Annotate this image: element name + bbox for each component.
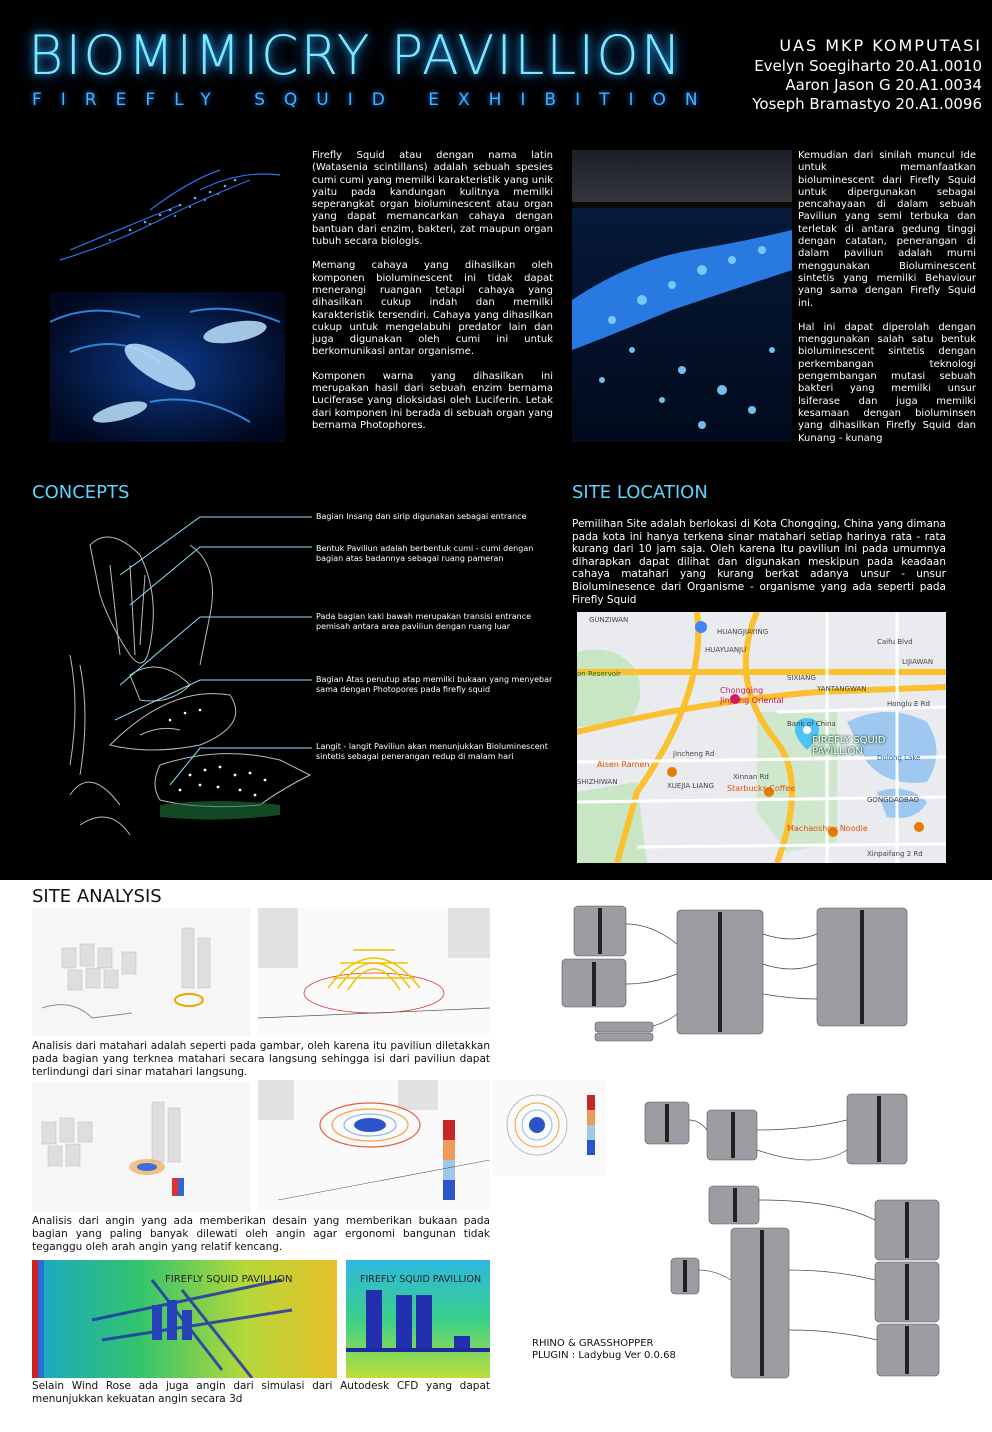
intro-paragraph-1: Firefly Squid atau dengan nama latin (Watasenia scintillans) adalah sebuah spesies cumi cumi yang memilki karakteristik yang unik yaitu pada kandungan kulitnya memilki seperangkat organ bioluminescent atau organ yang dapat memancarkan cahaya dengan bantuan dari enzim, bakteri, zat maupun organ tubuh secara biologis. — [312, 150, 553, 248]
intro-text-column — [312, 150, 553, 444]
map-label-xuejia: XUEJIA LIANG — [667, 782, 714, 790]
concept-leader-lines — [0, 505, 320, 845]
map-label-sixiang: SIXIANG — [787, 674, 816, 682]
map-label-gunziwan: GUNZIWAN — [589, 616, 629, 624]
grasshopper-definition-2 — [615, 1090, 975, 1380]
concept-note-3: Pada bagian kaki bawah merupakan transisi entrance pemisah antara area paviliun dengan ruang luar — [316, 612, 532, 631]
map-label-bank: Bank of China — [787, 720, 836, 728]
map-label-honglu: Honglu E Rd — [887, 700, 930, 708]
squid-photo-bottom — [50, 292, 285, 442]
author-block — [752, 36, 982, 114]
sun-analysis-image-2 — [258, 908, 490, 1036]
cfd-simulation-image-1 — [32, 1260, 337, 1378]
map-label-jinjiang-2: Jinjiang Oriental — [720, 696, 784, 705]
map-label-huayuanju: HUAYUANJU — [705, 646, 747, 654]
cfd-label-2: FIREFLY SQUID PAVILLION — [360, 1274, 482, 1285]
map-label-shizhiwan: SHIZHIWAN — [577, 778, 618, 786]
author-3: Yoseph Bramastyo 20.A1.0096 — [752, 95, 982, 113]
map-label-xinnan: Xinnan Rd — [733, 773, 769, 781]
sun-analysis-text: Analisis dari matahari adalah seperti pada gambar, oleh karena itu paviliun diletakkan pada bagian yang terknea matahari secara langsung sehingga isi dari paviliun dapat terlindungi dari sinar matahari langsung. — [32, 1040, 490, 1078]
page-title: BIOMIMICRY PAVILLION — [28, 24, 684, 87]
intro-paragraph-4: Kemudian dari sinilah muncul Ide untuk memanfaatkan bioluminescent dari Firefly Squid untuk dipergunakan sebagai pencahayaan di dalam sebuah Paviliun yang semi terbuka dan terletak di antara gedung tinggi dengan catatan, penerangan di dalam paviliun adalah murni menggunakan Bioluminescent sintetis yang memilki Behaviour yang sama dengan Firefly Squid ini. — [798, 150, 976, 309]
site-location-text: Pemilihan Site adalah berlokasi di Kota Chongqing, China yang dimana pada kota ini hanya terkena sinar matahari setiap harinya rata - rata kurang dari 10 jam saja. Oleh karena itu paviliun ini pada umumnya diharapkan dapat dilihat dan digunakan meskipun pada keadaan cahaya matahari yang kurang berkat adanya unsur - unsur Bioluminesence dari Organisme - organisme yang ada seperti pada Firefly Squid — [572, 518, 946, 606]
author-2: Aaron Jason G 20.A1.0034 — [785, 76, 982, 94]
map-marker-line-1: FIREFLY SQUID — [812, 735, 886, 746]
cfd-simulation-image-2 — [346, 1260, 490, 1378]
bioluminescent-beach-photo — [572, 150, 792, 442]
intro-paragraph-5: Hal ini dapat diperolah dengan menggunakan salah satu bentuk bioluminescent sintetis dengan perkembangan teknologi pengembangan mutasi sebuah bakteri yang memilki unsur lsiferase dan juga memilki kesamaan dengan bioluminsen yang dihasilkan Firefly Squid dan Kunang - kunang — [798, 321, 976, 444]
map-base — [577, 612, 946, 863]
sun-analysis-image-1 — [32, 908, 250, 1036]
map-label-dulong: Dulong Lake — [877, 754, 921, 762]
site-location-heading: SITE LOCATION — [572, 482, 708, 503]
map-label-jinjiang: Chongqing — [720, 686, 764, 695]
plugin-caption — [532, 1338, 676, 1362]
squid-photo-top — [50, 150, 300, 275]
site-analysis-heading: SITE ANALYSIS — [32, 886, 162, 907]
map-label-starbucks: Starbucks Coffee — [727, 784, 796, 793]
map-label-machaoshou: Machaoshou Noodle — [787, 824, 868, 833]
concept-note-2: Bentuk Paviliun adalah berbentuk cumi - cumi dengan bagian atas badannya sebagai ruang pameran — [316, 544, 534, 563]
map-label-aisen: Aisen Ramen — [597, 760, 650, 769]
map-label-lijiawan: LIJIAWAN — [902, 658, 934, 666]
map-marker-line-2: PAVILLION — [812, 746, 863, 757]
map-label-caifu: Caifu Blvd — [877, 638, 913, 646]
wind-rose-image — [492, 1080, 606, 1176]
concept-note-1: Bagian Insang dan sirip digunakan sebagai entrance — [316, 512, 527, 521]
wind-analysis-image-1 — [32, 1082, 250, 1212]
site-map[interactable] — [577, 612, 946, 863]
course-name: UAS MKP KOMPUTASI — [779, 36, 982, 55]
intro-paragraph-2: Memang cahaya yang dihasilkan oleh komponen bioluminescent ini tidak dapat menerangi ruangan tetapi cahaya yang dihasilkan cukup indah dan memilki karakteristik tersendiri. Cahaya yang dihasilkan cukup untuk mengelabuhi predator lain dan juga digunakan oleh cumi ini untuk berkomunikasi antar organisme. — [312, 260, 553, 358]
map-label-gongdaobao: GONGDAOBAO — [867, 796, 920, 804]
author-1: Evelyn Soegiharto 20.A1.0010 — [754, 57, 982, 75]
cfd-analysis-text: Selain Wind Rose ada juga angin dari simulasi dari Autodesk CFD yang dapat menunjukkan kekuatan angin secara 3d — [32, 1380, 490, 1405]
map-marker-label — [812, 735, 885, 757]
concept-note-5: Langit - langit Paviliun akan menunjukkan Bioluminescent sintetis sebagai penerangan redup di malam hari — [316, 742, 548, 761]
concepts-heading: CONCEPTS — [32, 482, 130, 503]
wind-analysis-image-2 — [258, 1080, 490, 1210]
page-subtitle: FIREFLY SQUID EXHIBITION — [32, 90, 717, 110]
map-label-huangjiaying: HUANGJIAYING — [717, 628, 769, 636]
map-label-yantangwan: YANTANGWAN — [817, 685, 867, 693]
cfd-label-1: FIREFLY SQUID PAVILLION — [165, 1274, 293, 1285]
map-label-xinpaifang: Xinpaifang 2 Rd — [867, 850, 923, 858]
concept-note-4: Bagian Atas penutup atap memilki bukaan yang menyebar sama dengan Photopores pada firefly squid — [316, 675, 553, 694]
grasshopper-definition-1 — [552, 904, 966, 1042]
intro-paragraph-3: Komponen warna yang dihasilkan ini merupakan hasil dari sebuah enzim bernama Luciferase yang dioksidasi oleh Luciferin. Letak dari komponen ini berada di sebuah organ yang bernama Photophores. — [312, 370, 553, 431]
plugin-caption-line-2: PLUGIN : Ladybug Ver 0.0.68 — [532, 1350, 676, 1361]
plugin-caption-line-1: RHINO & GRASSHOPPER — [532, 1338, 654, 1349]
wind-analysis-text: Analisis dari angin yang ada memberikan desain yang memberikan bukaan pada bagian yang paling banyak dilewati oleh angin agar ergonomi bangunan tidak teganggu oleh arah angin yang relatif kencang. — [32, 1215, 490, 1253]
map-label-jincheng: Jincheng Rd — [673, 750, 715, 758]
concept-text-column — [798, 150, 976, 457]
map-label-reservoir: on Reservoir — [577, 670, 621, 678]
